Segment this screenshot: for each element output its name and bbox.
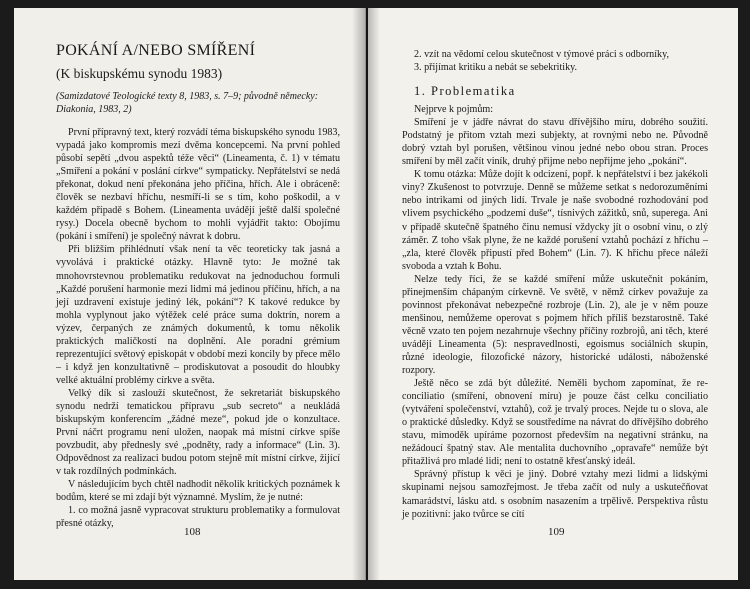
- right-page: [368, 8, 738, 580]
- article-subtitle: (K biskupskému synodu 1983): [56, 66, 223, 81]
- paragraph: Při bližším přihlédnutí však není ta věc teoreticky tak jasná a vyvolává i praktické otázky. Hlavně tyto: Je možné tak mnohovrstevnou problematiku redukovat na jednoduchou formuli „Každé porušení harmonie mezi lidmi má jedinou příčinu, hřích, a na její uzdravení existuje jediný lék, pokání“? K takové redukce by mohla vyplynout jako výtěžek celé práce suma doktrín, norem a výzev, čerpaných ze známých dokumentů, k tomu několik praktických maličkostí na doplnění. Ale poradní grémium reprezentující světový episkopát v období mezi koncily by přece mělo – i když jen konzultativně – prodiskutovat a posoudit do hloubky velké aktuální problémy církve a světa.: [56, 244, 340, 386]
- paragraph: Nelze tedy říci, že se každé smíření může uskutečnit pokáním, přinejmenším chápaným církevně. Ve světě, v němž církev považuje za povinnost překonávat nebezpečné rozbroje (Lin. 2), ale je v něm pouze menšinou, nemůžeme operovat s pojmem hřích příliš bezstarostně. Také věcně vzato ten pojem nezahrnuje všechny příčiny rozbrojů, ani těch, které uvádějí Lineamenta (5): nespravedlnosti, egoismus sociálních skupin, různé ideologie, filozofické názory, historické události, náboženské rozpory.: [402, 273, 708, 377]
- paragraph: V následujícím bych chtěl nadhodit několik kritických poznámek k bodům, které se mi zdají být významné. Myslím, že je nutné:: [56, 479, 340, 504]
- paragraph: Ještě něco se zdá být důležité. Neměli bychom zapomínat, že re-conciliatio (smíření, obnovení míru) je pouze část celku conciliatio (vytváření společenství, vztahů), což je trvalý proces. Nejde tu o slova, ale o praktické důsledky. Když se soustředíme na návrat do dřívějšího dobrého stavu, mimoděk upírámе pozornost především na negativní stránku, na nežádoucí špatný stav. Ale mentalita duchovního „opravaře“ nemůže být přitažlivá pro mladé lidi; není to ostatně křesťanský ideál.: [402, 378, 708, 468]
- list-item: 1. co možná jasně vypracovat strukturu problematiky a formulovat přesné otázky,: [56, 505, 340, 530]
- paragraph: Velký dík si zaslouží skutečnost, že sekretariát biskupského synodu nedrží tematickou přípravu „sub secreto“ a neukládá biskupským konferencím „žádné meze“, pokud jde o konzultace. První náčrt programu není uložen, naopak má místní církve spíše povzbudit, aby přednesly své „podněty, rady a informace“ (Lin. 3). Odpovědnost za realizaci budou potom stejně mít místní církve, žijící v tak rozdílných podmínkách.: [56, 387, 340, 478]
- page-number: 109: [548, 526, 565, 538]
- left-page: [14, 8, 366, 580]
- article-title: POKÁNÍ A/NEBO SMÍŘENÍ: [56, 42, 256, 59]
- paragraph: Správný přístup k věci je jiný. Dobré vztahy mezi lidmi a lidskými skupinami nejsou samozřejmost. Je třeba začít od nuly a uskutečňovat kamarádství, lásku atd. s osobním nasazením a trpělivě. Perspektiva růstu je pozitivní: jako tvůrce se cítí: [402, 469, 708, 520]
- list-item: 2. vzít na vědomí celou skutečnost v týmové práci s odborníky,: [414, 49, 669, 60]
- intro-line: Nejprve k pojmům:: [414, 104, 494, 116]
- section-heading: 1. Problematika: [414, 84, 516, 99]
- paragraph: Smíření je v jádře návrat do stavu dřívějšího míru, dobrého soužití. Podstatný je přitom vztah mezi subjekty, at rovnými nebo ne. Původně dobrý vztah byl porušen, většinou vinou jedné nebo obou stran. Proces smíření by měl začít viník, druhý přijme nebo nepřijme jeho „pokání“.: [402, 117, 708, 168]
- list-item: 3. přijímat kritiku a nebát se sebekritiky.: [414, 62, 578, 74]
- paragraph: K tomu otázka: Může dojít k odcizení, popř. k nepřátelství i bez jakékoli viny? Zkušenost to potvrzuje. Denně se můžeme setkat s nedorozuměními nebo intrikami od jiných lidí. Trvale je naše svobodné rozhodování pod vlivem psychického „podzemí duše“, tísnivých zážitků, snů, superega. Ani v případě skutečně špatného činu nemusí vždycky jít o osobní vinu, o zlý záměr. Z toho však plyne, že ne každé porušení vztahů pochází z hříchu – „zla, které člověk připustí před Bohem“ (Lin. 7). K hříchu přece náleží svoboda a vztah k Bohu.: [402, 169, 708, 272]
- page-number: 108: [184, 526, 201, 538]
- paragraph: První přípravný text, který rozvádí téma biskupského synodu 1983, vypadá jako kompromis mezi dvěma koncepcemi. Na první pohled působí sepětí „dvou aspektů téže věci“ (Lineamenta, č. 1) v tématu „Smíření a pokání v poslání církve“ sympaticky. Nepřátelství se nedá překonat, dokud není překonána jeho příčina, hřích. Ale i obráceně: člověk se nezbaví hříchu, nesmíří-li se s tím, koho poškodil, a v každém případě s Bohem. (Lineamenta uvádějí ještě další společné rysy.) Docela obecně bychom to mohli vyjádřit takto: Obojímu (pokání i smíření) je společný návrat k dobru.: [56, 127, 340, 243]
- book-gutter: [352, 8, 380, 580]
- numbered-list: [402, 48, 708, 74]
- article-source: (Samizdatové Teologické texty 8, 1983, s. 7–9; původně německy: Diakonia, 1983, 2): [56, 91, 319, 115]
